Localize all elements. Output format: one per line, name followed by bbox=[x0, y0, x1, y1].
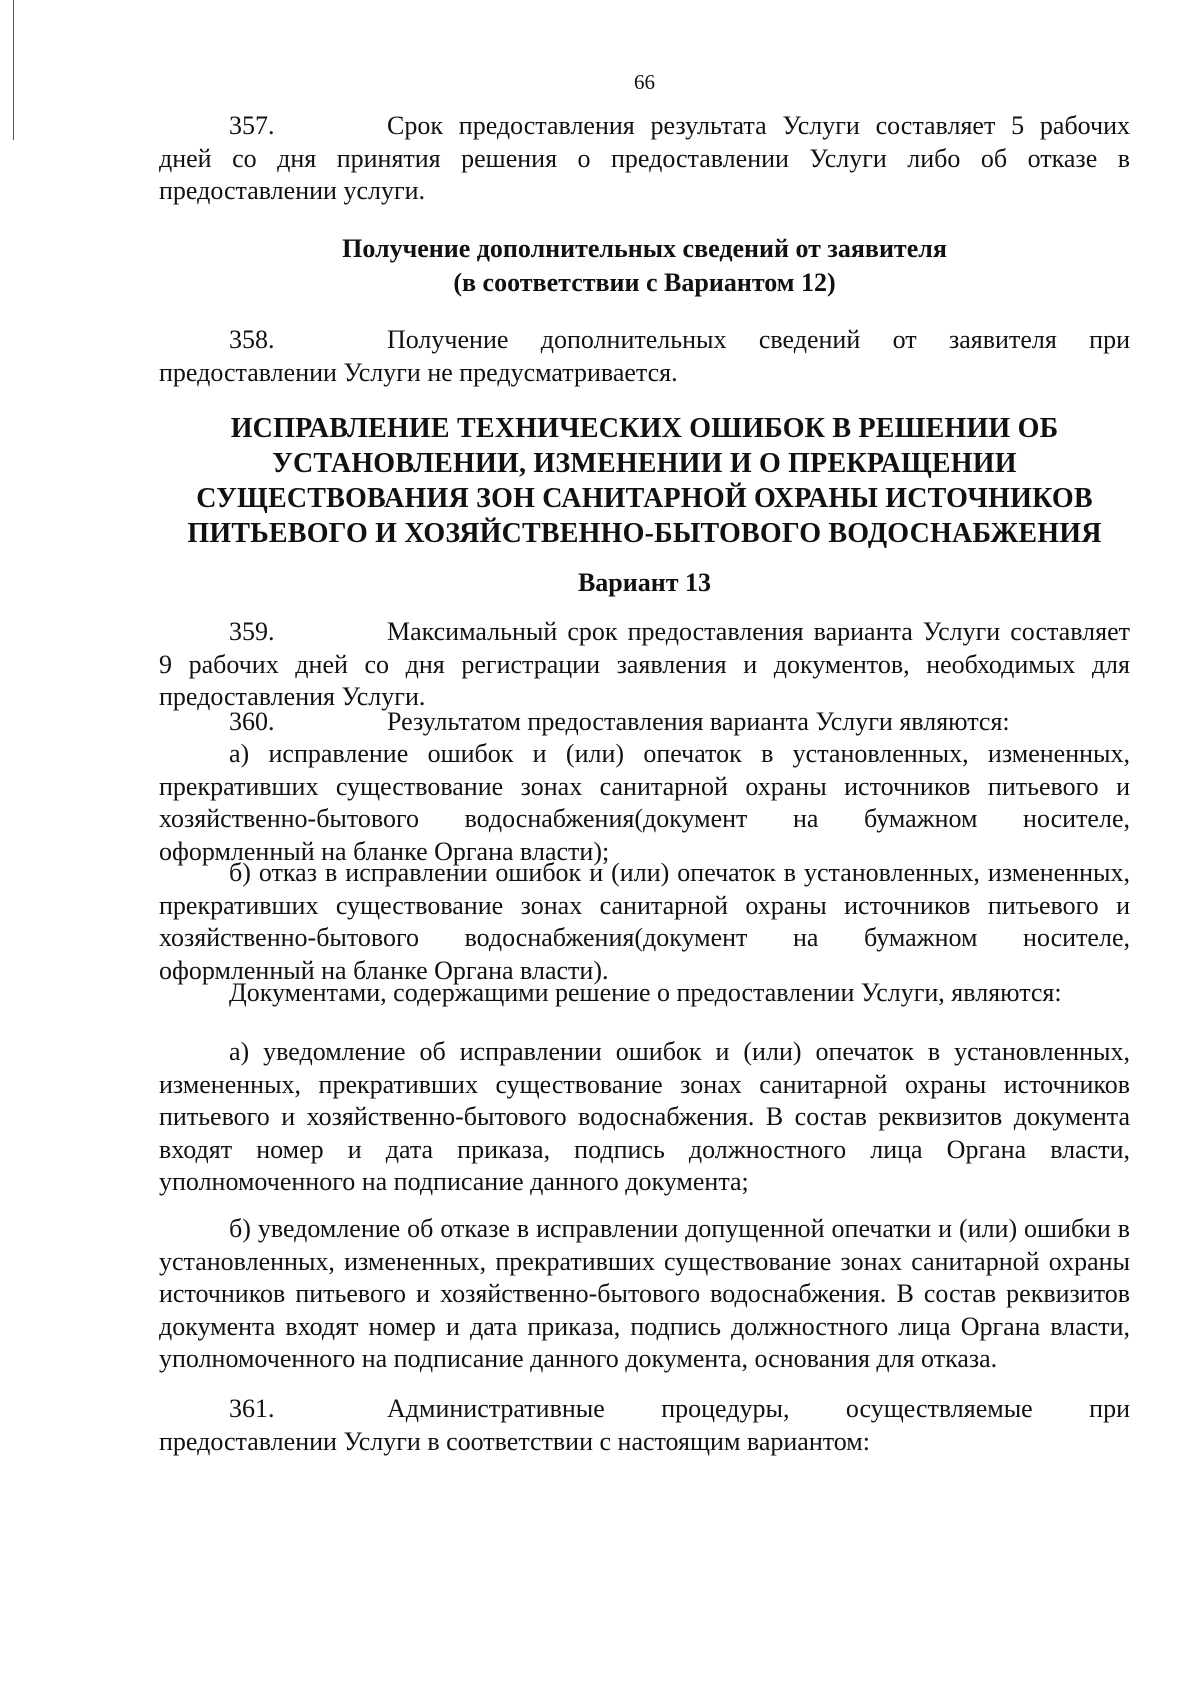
variant-heading: Вариант 13 bbox=[577, 568, 712, 597]
section-title bbox=[159, 411, 1130, 551]
document-item-a: а) уведомление об исправлении ошибок и (или) опечаток в установленных, измененных, прекративших существование зонах санитарной охраны источников питьевого и хозяйственно-бытового водоснабжения. В состав реквизитов документа входят номер и дата приказа, подпись должностного лица Органа власти, уполномоченного на подписание данного документа; bbox=[159, 1037, 1130, 1196]
paragraph-number: 361. bbox=[229, 1394, 275, 1423]
paragraph-358 bbox=[159, 324, 1130, 389]
paragraph-number: 359. bbox=[229, 617, 275, 646]
paragraph-number: 357. bbox=[229, 111, 275, 140]
result-item-a: а) исправление ошибок и (или) опечаток в установленных, измененных, прекративших существование зонах санитарной охраны источников питьевого и хозяйственно-бытового водоснабжения(документ на бумажном носителе, оформленный на бланке Органа власти); bbox=[159, 739, 1130, 866]
paragraph-text: Получение дополнительных сведений от заявителя при предоставлении Услуги не предусматривается. bbox=[159, 325, 1130, 387]
heading-line: Получение дополнительных сведений от заявителя bbox=[342, 234, 947, 263]
paragraph-text: Административные процедуры, осуществляемые при предоставлении Услуги в соответствии с настоящим вариантом: bbox=[159, 1394, 1130, 1456]
paragraph-360 bbox=[159, 706, 1130, 739]
paragraph-text: Результатом предоставления варианта Услуги являются: bbox=[387, 707, 1010, 736]
heading-line: (в соответствии с Вариантом 12) bbox=[453, 268, 836, 297]
document-item-b: б) уведомление об отказе в исправлении допущенной опечатки и (или) ошибки в установленных, измененных, прекративших существование зонах санитарной охраны источников питьевого и хозяйственно-бытового водоснабжения. В состав реквизитов документа входят номер и дата приказа, подпись должностного лица Органа власти, уполномоченного на подписание данного документа, основания для отказа. bbox=[159, 1214, 1130, 1373]
page-number: 66 bbox=[634, 70, 655, 94]
paragraph-number: 358. bbox=[229, 325, 275, 354]
documents-intro: Документами, содержащими решение о предоставлении Услуги, являются: bbox=[229, 978, 1062, 1007]
section-title-line: ПИТЬЕВОГО И ХОЗЯЙСТВЕННО-БЫТОВОГО ВОДОСНАБЖЕНИЯ bbox=[187, 518, 1102, 549]
result-item-b: б) отказ в исправлении ошибок и (или) опечаток в установленных, измененных, прекративших существование зонах санитарной охраны источников питьевого и хозяйственно-бытового водоснабжения(документ на бумажном носителе, оформленный на бланке Органа власти). bbox=[159, 858, 1130, 985]
paragraph-text: Максимальный срок предоставления варианта Услуги составляет 9 рабочих дней со дня регистрации заявления и документов, необходимых для предоставления Услуги. bbox=[159, 617, 1130, 711]
section-title-line: СУЩЕСТВОВАНИЯ ЗОН САНИТАРНОЙ ОХРАНЫ ИСТОЧНИКОВ bbox=[196, 483, 1093, 514]
scan-margin-line bbox=[13, 0, 14, 140]
heading-additional-info bbox=[159, 232, 1130, 300]
paragraph-359 bbox=[159, 616, 1130, 714]
paragraph-number: 360. bbox=[229, 707, 275, 736]
paragraph-text: Срок предоставления результата Услуги составляет 5 рабочих дней со дня принятия решения о предоставлении Услуги либо об отказе в предоставлении услуги. bbox=[159, 111, 1130, 205]
section-title-line: ИСПРАВЛЕНИЕ ТЕХНИЧЕСКИХ ОШИБОК В РЕШЕНИИ ОБ bbox=[230, 413, 1059, 444]
section-title-line: УСТАНОВЛЕНИИ, ИЗМЕНЕНИИ И О ПРЕКРАЩЕНИИ bbox=[272, 448, 1017, 479]
paragraph-361 bbox=[159, 1393, 1130, 1458]
paragraph-357 bbox=[159, 110, 1130, 208]
